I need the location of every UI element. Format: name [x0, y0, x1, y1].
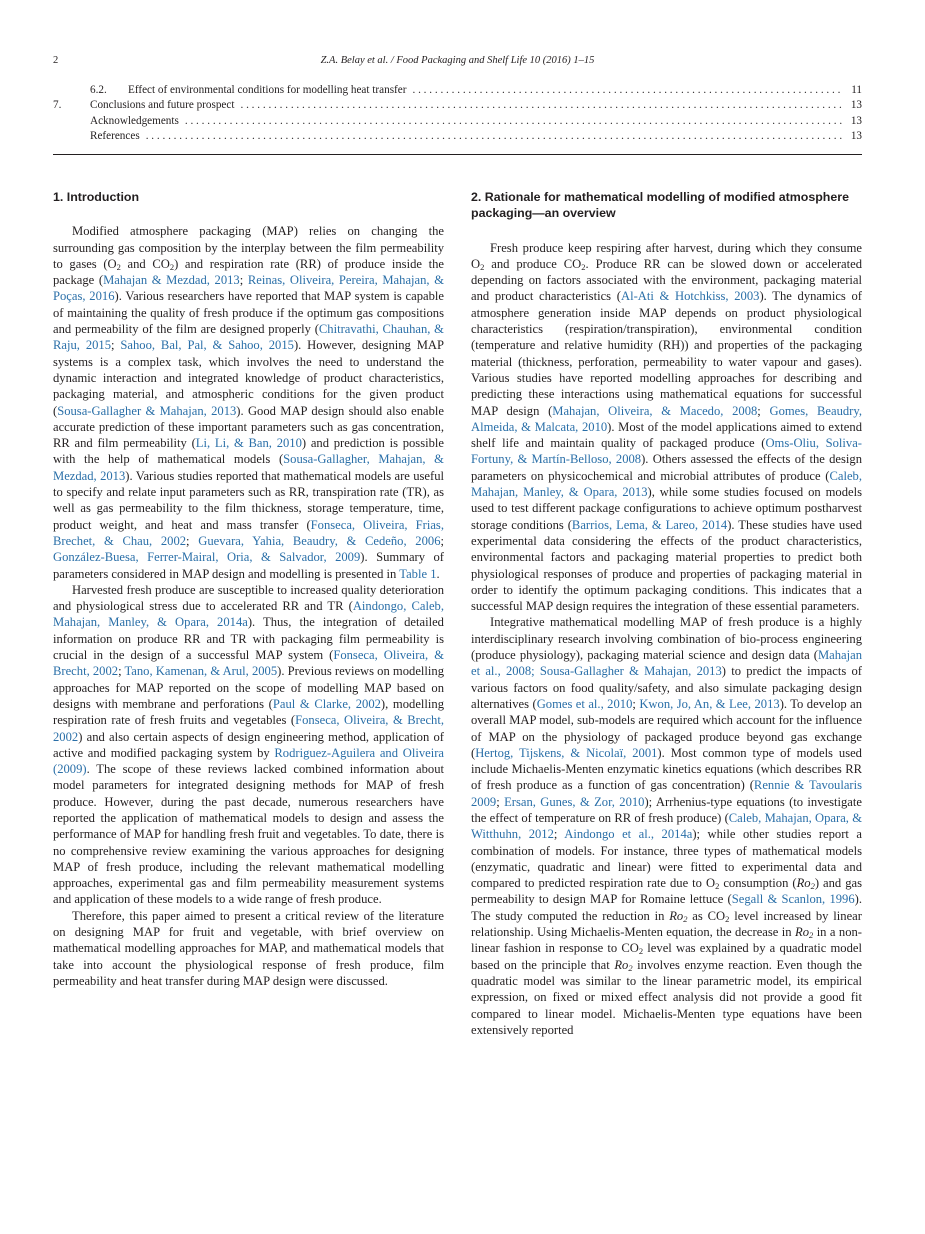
citation-link[interactable]: Chitravathi, Chauhan, & Raju, 2015: [53, 322, 444, 353]
paragraph: Harvested fresh produce are susceptible to increased quality deterioration and physiological stress due to accelerated RR and TR (Aindongo, Caleb, Mahajan, Manley, & Opara, 2014a). Thus, the integration of detailed information on produce RR and TR with packaging film permeability is crucial in the design of a successful MAP system (Fonseca, Oliveira, & Brecht, 2002; Tano, Kamenan, & Arul, 2005). Previous reviews on modelling approaches for MAP reported on the scope of modelling MAP based on designs with membrane and perforations (Paul & Clarke, 2002), modelling respiration rate of fresh fruits and vegetables (Fonseca, Oliveira, & Brecht, 2002) and also certain aspects of design engineering method, application of active and modified packaging system by Rodriguez-Aguilera and Oliveira (2009). The scope of these reviews lacked combined information about model parameters for integrated designing methods for MAP of fresh produce. However, during the past decade, numerous researchers have reported the application of mathematical models to design and assess the performance of MAP for handling fresh fruit and vegetables. To date, there is no comprehensive review examining the various approaches for designing MAP of fresh produce, including the relevant mathematical modelling approaches, experimental gas and film permeability measurement systems and application of these models to a wide range of fresh produce.: [53, 582, 444, 907]
toc-leader: [240, 99, 842, 111]
toc-leader: [412, 84, 842, 96]
citation-link[interactable]: Mahajan & Mezdad, 2013: [103, 273, 240, 288]
toc-entry[interactable]: [53, 84, 862, 99]
citation-link[interactable]: Table 1: [399, 566, 437, 581]
section-heading-introduction: 1. Introduction: [53, 190, 140, 204]
toc-leader: [185, 115, 842, 127]
page-number: 2: [53, 55, 59, 66]
toc-entry[interactable]: [53, 99, 862, 114]
divider-rule: [53, 154, 862, 155]
citation-link[interactable]: Caleb, Mahajan, Manley, & Opara, 2013: [471, 468, 862, 500]
section-heading-rationale: 2. Rationale for mathematical modelling of modified atmosphere packaging—an overview: [471, 190, 849, 221]
running-head: [53, 55, 862, 71]
table-of-contents: [53, 84, 862, 145]
paragraph: Fresh produce keep respiring after harvest, during which they consume $O_2$ and produce $CO_2$. Produce RR can be slowed down or accelerated depending on factors associated with the environment, packaging material and product characteristics (Al-Ati & Hotchkiss, 2003). The dynamics of atmosphere generation inside MAP depends on product physiological characteristics (respiration/transpiration), environmental condition (temperature and relative humidity (RH)) and properties of the packaging material (thickness, perforation, permeability to water vapour and gases). Various studies have reported modelling approaches for describing and predicting these interactions using mathematical equations for successful MAP design (Mahajan, Oliveira, & Macedo, 2008; Gomes, Beaudry, Almeida, & Malcata, 2010). Most of the model applications aimed to extend shelf life and maintain quality of packaged produce (Oms-Oliu, Soliva-Fortuny, & Martín-Belloso, 2008). Others assessed the effects of the design parameters on physicochemical and microbial attributes of produce (Caleb, Mahajan, Manley, & Opara, 2013), while some studies focused on models used to test different package configurations to achieve optimum postharvest storage conditions (Barrios, Lema, & Lareo, 2014). These studies have used experimental data considering the effects of the product characteristics, environmental factors and packaging material properties to predict both physiological responses of produce and properties of packaging material in order to identify the optimum packaging conditions. This indicates that a successful MAP design requires the integration of these essential parameters.: [471, 240, 863, 614]
citation-link[interactable]: Reinas, Oliveira, Pereira, Mahajan, & Poças, 2016: [53, 273, 444, 304]
paragraph: Integrative mathematical modelling MAP of fresh produce is a highly interdisciplinary research involving combination of bio-process engineering (produce physiology), packaging material science and design data (Mahajan et al., 2008; Sousa-Gallagher & Mahajan, 2013) to predict the impacts of various factors on food quality/safety, and also simulate packaging design alternatives (Gomes et al., 2010; Kwon, Jo, An, & Lee, 2013). To develop an overall MAP model, sub-models are required which account for the influence of MAP on the physiology of packaged produce beyond gas exchange (Hertog, Tijskens, & Nicolaï, 2001). Most common type of models used include Michaelis-Menten enzymatic kinetics equations (which describes RR of fresh produce as a function of gas concentration) (Rennie & Tavoularis 2009; Ersan, Gunes, & Zor, 2010); Arrhenius-type equations (to investigate the effect of temperature on RR of fresh produce) (Caleb, Mahajan, Opara, & Witthuhn, 2012; Aindongo et al., 2014a); while other studies report a combination of models. For instance, three types of mathematical models (enzymatic, quadratic and linear) were fitted to experimental data and compared to predicted respiration rate due to $O_2$ consumption $(Ro_2)$ and gas permeability to design MAP for Romaine lettuce (Segall & Scanlon, 1996). The study computed the reduction in $Ro_2$ as $CO_2$ level increased by linear relationship. Using Michaelis-Menten equation, the decrease in $Ro_2$ in a non-linear fashion in response to $CO_2$ level was explained by a quadratic model based on the principle that $Ro_2$ involves enzyme reaction. Even though the quadratic model was similar to the linear parametric model, its empirical expression, on fixed or mixed effect analysis did not provide a good fit compared to linear model. Michaelis-Menten type equations have been extensively reported: [471, 615, 863, 1037]
toc-label: Effect of environmental conditions for modelling heat transfer: [128, 84, 407, 96]
citation-link[interactable]: Mahajan, Oliveira, & Macedo, 2008: [552, 403, 758, 418]
citation-link[interactable]: Segall & Scanlon, 1996: [731, 892, 855, 907]
citation-link[interactable]: Sousa-Gallagher & Mahajan, 2013: [57, 403, 237, 418]
citation-link[interactable]: Mahajan et al., 2008; Sousa-Gallagher & Mahajan, 2013: [471, 648, 862, 679]
citation-link[interactable]: Sousa-Gallagher, Mahajan, & Mezdad, 2013: [53, 452, 444, 483]
toc-page: 13: [850, 114, 862, 127]
citation-link[interactable]: Tano, Kamenan, & Arul, 2005: [124, 664, 278, 679]
citation-link[interactable]: Oms-Oliu, Soliva-Fortuny, & Martín-Belloso, 2008: [471, 436, 863, 467]
citation-link[interactable]: Caleb, Mahajan, Opara, & Witthuhn, 2012: [471, 810, 862, 842]
toc-label: Acknowledgements: [90, 114, 179, 127]
citation-link[interactable]: Rennie & Tavoularis 2009: [471, 778, 863, 809]
citation-link[interactable]: Guevara, Yahia, Beaudry, & Cedeño, 2006: [198, 533, 441, 548]
citation-link[interactable]: Fonseca, Oliveira, & Brecht, 2002: [53, 713, 444, 744]
journal-citation: Z.A. Belay et al. / Food Packaging and Shelf Life 10 (2016) 1–15: [320, 55, 595, 66]
citation-link[interactable]: Aindongo, Caleb, Mahajan, Manley, & Opara, 2014a: [53, 599, 444, 630]
citation-link[interactable]: Ersan, Gunes, & Zor, 2010: [504, 794, 645, 809]
citation-link[interactable]: Li, Li, & Ban, 2010: [195, 436, 302, 451]
toc-number: 6.2.: [90, 84, 107, 96]
toc-page: 13: [850, 99, 862, 112]
citation-link[interactable]: Fonseca, Oliveira, & Brecht, 2002: [53, 648, 444, 679]
citation-link[interactable]: Hertog, Tijskens, & Nicolaï, 2001: [475, 745, 658, 760]
toc-page: 13: [850, 129, 862, 142]
citation-link[interactable]: Fonseca, Oliveira, Frias, Brechet, & Chau, 2002: [53, 517, 444, 548]
left-column: [53, 189, 444, 989]
toc-entry[interactable]: [53, 130, 862, 145]
paragraph: Therefore, this paper aimed to present a critical review of the literature on designing MAP for fruit and vegetable, with brief overview on mathematical modelling approaches for MAP, and mathematical models that take into account the physiological response of fresh produce, film permeability and heat transfer during MAP design were discussed.: [53, 908, 444, 988]
paragraph: Modified atmosphere packaging (MAP) relies on changing the surrounding gas composition by the interplay between the film permeability to gases ($O_2$ and $CO_2$) and respiration rate (RR) of produce inside the package (Mahajan & Mezdad, 2013; Reinas, Oliveira, Pereira, Mahajan, & Poças, 2016). Various researchers have reported that MAP system is capable of maintaining the quality of fresh produce if the optimum gas compositions and permeability of the film are designed properly (Chitravathi, Chauhan, & Raju, 2015; Sahoo, Bal, Pal, & Sahoo, 2015). However, designing MAP systems is a complex task, which involves the need to understand the dynamic interaction and integrated knowledge of product characteristics, packaging material, and atmospheric conditions for the given product (Sousa-Gallagher & Mahajan, 2013). Good MAP design should also enable accurate prediction of these important parameters such as gas concentration, RR and film permeability (Li, Li, & Ban, 2010) and prediction is possible with the help of mathematical models (Sousa-Gallagher, Mahajan, & Mezdad, 2013). Various studies reported that mathematical models are useful to specify and relate input parameters such as RR, transpiration rate (TR), as well as gas permeability to the film thickness, storage temperature, time, product weight, and heat and mass transfer (Fonseca, Oliveira, Frias, Brechet, & Chau, 2002; Guevara, Yahia, Beaudry, & Cedeño, 2006; González-Buesa, Ferrer-Mairal, Oria, & Salvador, 2009). Summary of parameters considered in MAP design and modelling is presented in Table 1.: [53, 224, 445, 581]
right-column: [471, 189, 862, 1038]
citation-link[interactable]: Barrios, Lema, & Lareo, 2014: [571, 517, 728, 532]
citation-link[interactable]: Paul & Clarke, 2002: [272, 696, 381, 711]
citation-link[interactable]: Aindongo et al., 2014a: [564, 827, 693, 842]
toc-entry[interactable]: [53, 115, 862, 130]
toc-label: References: [90, 129, 140, 142]
citation-link[interactable]: Kwon, Jo, An, & Lee, 2013: [639, 696, 780, 711]
toc-number: 7.: [53, 99, 62, 112]
citation-link[interactable]: Rodriguez-Aguilera and Oliveira (2009): [53, 745, 444, 777]
citation-link[interactable]: Gomes, Beaudry, Almeida, & Malcata, 2010: [471, 403, 862, 434]
citation-link[interactable]: González-Buesa, Ferrer-Mairal, Oria, & Salvador, 2009: [53, 550, 361, 565]
toc-page: 11: [851, 84, 862, 96]
citation-link[interactable]: Sahoo, Bal, Pal, & Sahoo, 2015: [120, 338, 294, 353]
citation-link[interactable]: Gomes et al., 2010: [536, 696, 633, 711]
toc-label: Conclusions and future prospect: [90, 99, 235, 112]
toc-leader: [146, 130, 842, 142]
citation-link[interactable]: Al-Ati & Hotchkiss, 2003: [620, 289, 760, 304]
